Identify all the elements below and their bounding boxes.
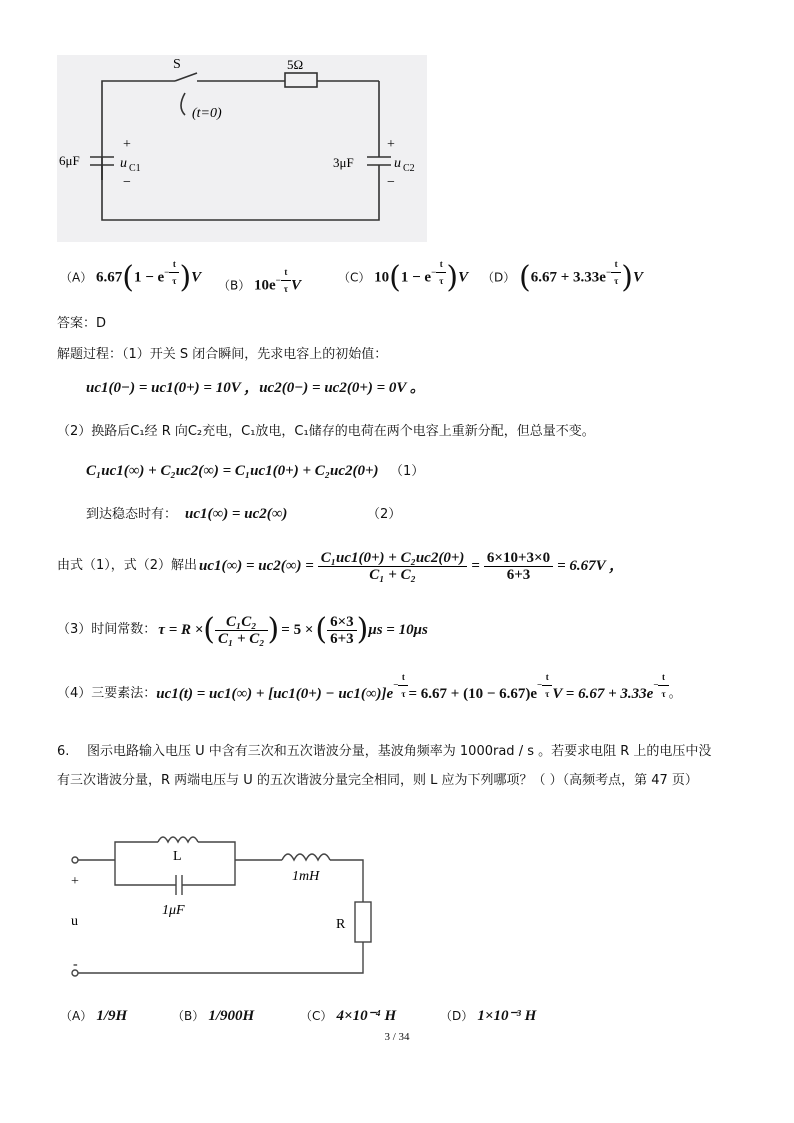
paren-close: ) — [356, 612, 369, 647]
step4-end: 。 — [668, 686, 682, 701]
exp-minus: − — [605, 266, 612, 277]
option-d-unit: V — [632, 269, 643, 286]
fig2-r-label: R — [336, 917, 346, 932]
q6-number: 6. — [57, 744, 70, 759]
step4-v: V = 6.67 + 3.33e — [552, 686, 654, 702]
q6-option-a — [60, 1008, 127, 1025]
derive-fraction-2 — [484, 550, 553, 583]
cap2-minus: − — [387, 175, 395, 190]
derive-result: = 6.67V ， — [557, 558, 625, 574]
derive-prefix: 由式（1），式（2）解出 — [57, 558, 198, 573]
exp-num: t — [611, 256, 621, 273]
step4-mid: = 6.67 + (10 − 6.67)e — [408, 686, 538, 702]
cap1-minus: − — [123, 175, 131, 190]
exp-minus: − — [275, 274, 281, 285]
exp-num: t — [542, 669, 552, 686]
fig2-minus: - — [73, 957, 78, 972]
step3-result: μs = 10μs — [368, 622, 428, 638]
q6-option-a-value: 1/9H — [96, 1008, 128, 1024]
paren-close: ) — [179, 260, 192, 296]
solution-eq1-tag: （1） — [390, 464, 425, 479]
exp-minus: − — [164, 266, 170, 277]
q5-option-c — [338, 256, 468, 296]
step3-mid: = 5 × — [281, 622, 314, 638]
exp-den: τ — [172, 276, 177, 286]
exp-minus: − — [537, 679, 543, 690]
solution-derive — [57, 545, 624, 587]
option-a-inner: 1 − e — [133, 269, 165, 286]
option-a-value: 6.67 — [95, 269, 123, 286]
answer-text: 答案：D — [57, 316, 107, 331]
cap2-label: 3μF — [333, 155, 354, 170]
derive-num: C₁uc1(0+) + C₂uc2(0+) — [318, 550, 468, 567]
derive-num-2: 6×10+3×0 — [484, 550, 553, 567]
option-d-label: （D） — [482, 270, 516, 285]
exp-den: τ — [401, 689, 406, 699]
q6-option-b-label: （B） — [172, 1009, 205, 1023]
fig2-plus: + — [71, 874, 79, 889]
option-b-value: 10e — [253, 277, 276, 294]
solution-intro: 解题过程：（1）开关 S 闭合瞬间，先求电容上的初始值： — [57, 347, 388, 362]
circuit-figure-2-svg — [60, 830, 390, 980]
derive-lhs: uc1(∞) = uc2(∞) = — [199, 558, 314, 574]
q6-option-c-label: （C） — [300, 1009, 333, 1023]
option-c-unit: V — [458, 269, 469, 286]
option-c-inner: 1 − e — [400, 269, 432, 286]
exp-num: t — [281, 264, 291, 281]
step3-den: C₁ + C₂ — [218, 630, 265, 647]
cap2-plus: + — [387, 137, 395, 152]
exp — [537, 669, 552, 702]
fig2-l2-label: 1mH — [292, 869, 320, 884]
q6-option-c-value: 4×10⁻⁴ H — [336, 1008, 397, 1024]
exp-num: t — [436, 256, 446, 273]
circuit-figure-1-svg — [57, 55, 427, 242]
q6-option-b-value: 1/900H — [208, 1008, 255, 1024]
option-b-unit: V — [290, 277, 301, 294]
step3-lhs: τ = R × — [158, 622, 204, 638]
exp-num: t — [658, 669, 668, 686]
step3-den-2: 6+3 — [330, 630, 354, 647]
exp-minus: − — [393, 679, 399, 690]
step3-num: C₁C₂ — [215, 614, 268, 631]
exp — [393, 669, 408, 702]
paren-open: ( — [389, 260, 401, 296]
q6-line1: 图示电路输入电压 U 中含有三次和五次谐波分量，基波角频率为 1000rad / s 。若要求电阻 R 上的电压中没 — [87, 744, 712, 759]
paren-close: ) — [267, 612, 280, 647]
paren-open: ( — [122, 260, 134, 296]
uc2-label: u — [394, 156, 401, 171]
paren-close: ) — [446, 260, 459, 296]
solution-step4 — [57, 670, 682, 702]
option-a-unit: V — [191, 269, 202, 286]
exp-den: τ — [283, 284, 288, 294]
paren-open: ( — [203, 612, 216, 647]
q6-option-d-label: （D） — [440, 1009, 474, 1023]
cap1-plus: + — [123, 137, 131, 152]
paren-open: ( — [315, 612, 328, 647]
solution-step1-eq: uc1(0−) = uc1(0+) = 10V ，uc2(0−) = uc2(0+) = 0V 。 — [86, 380, 425, 396]
q6-option-d-value: 1×10⁻³ H — [477, 1008, 537, 1024]
option-c-value: 10 — [374, 269, 390, 286]
step3-prefix: （3）时间常数： — [57, 622, 157, 637]
q6-line2: 有三次谐波分量，R 两端电压与 U 的五次谐波分量完全相同，则 L 应为下列哪项？（ ）（高频考点，第 47 页） — [57, 773, 698, 788]
time-label: (t=0) — [192, 106, 222, 121]
exp-num: t — [169, 256, 179, 273]
fig2-u-label: u — [71, 914, 78, 929]
exp-minus: − — [431, 266, 437, 277]
solution-step3 — [57, 607, 428, 653]
step4-prefix: （4）三要素法： — [57, 686, 157, 701]
circuit-figure-1 — [57, 55, 427, 242]
step4-eq: uc1(t) = uc1(∞) + [uc1(0+) − uc1(∞)]e — [156, 686, 394, 702]
q5-option-d — [482, 256, 643, 296]
uc2-sub: C2 — [403, 163, 415, 174]
exp — [653, 669, 668, 702]
circuit-figure-2 — [60, 830, 390, 980]
page-number: 3 / 34 — [384, 1031, 410, 1043]
resistor-label: 5Ω — [287, 57, 304, 72]
solution-eq2-tag: （2） — [367, 507, 402, 522]
solution-step2-text: （2）换路后C₁经 R 向C₂充电，C₁放电，C₁储存的电荷在两个电容上重新分配，但总量不变。 — [57, 424, 595, 439]
exp-den: τ — [545, 689, 550, 699]
option-b-label: （B） — [218, 278, 251, 293]
uc1-label: u — [120, 156, 127, 171]
exp-den: τ — [661, 689, 666, 699]
equals: = — [471, 558, 480, 574]
exp-den: τ — [439, 276, 444, 286]
solution-eq2: uc1(∞) = uc2(∞) — [185, 506, 288, 522]
step3-fraction-2 — [327, 614, 357, 647]
fig2-c-label: 1μF — [162, 903, 185, 918]
option-a-label: （A） — [60, 270, 93, 285]
q6-option-b — [172, 1008, 254, 1025]
derive-den-2: 6+3 — [506, 566, 531, 583]
q5-option-b — [218, 264, 301, 297]
step3-fraction — [215, 614, 268, 647]
solution-eq1: C₁uc1(∞) + C₂uc2(∞) = C₁uc1(0+) + C₂uc2(0+) — [86, 463, 379, 479]
q5-option-a — [60, 256, 201, 296]
option-c-label: （C） — [338, 270, 371, 285]
q6-option-d — [440, 1008, 536, 1025]
paren-open: ( — [519, 260, 531, 296]
exp-den: τ — [614, 276, 619, 286]
step3-num-2: 6×3 — [327, 614, 357, 631]
switch-label: S — [173, 57, 181, 72]
derive-den: C₁ + C₂ — [369, 566, 416, 583]
exp-num: t — [398, 669, 408, 686]
exp-minus: − — [653, 679, 659, 690]
cap1-label: 6μF — [59, 153, 80, 168]
paren-close: ) — [621, 260, 633, 296]
q6-option-a-label: （A） — [60, 1009, 93, 1023]
solution-eq2-prefix: 到达稳态时有： — [86, 507, 178, 522]
uc1-sub: C1 — [129, 163, 141, 174]
derive-fraction — [318, 550, 468, 583]
q6-option-c — [300, 1008, 396, 1025]
fig2-l-label: L — [173, 849, 182, 864]
option-d-inner: 6.67 + 3.33e — [530, 269, 606, 286]
